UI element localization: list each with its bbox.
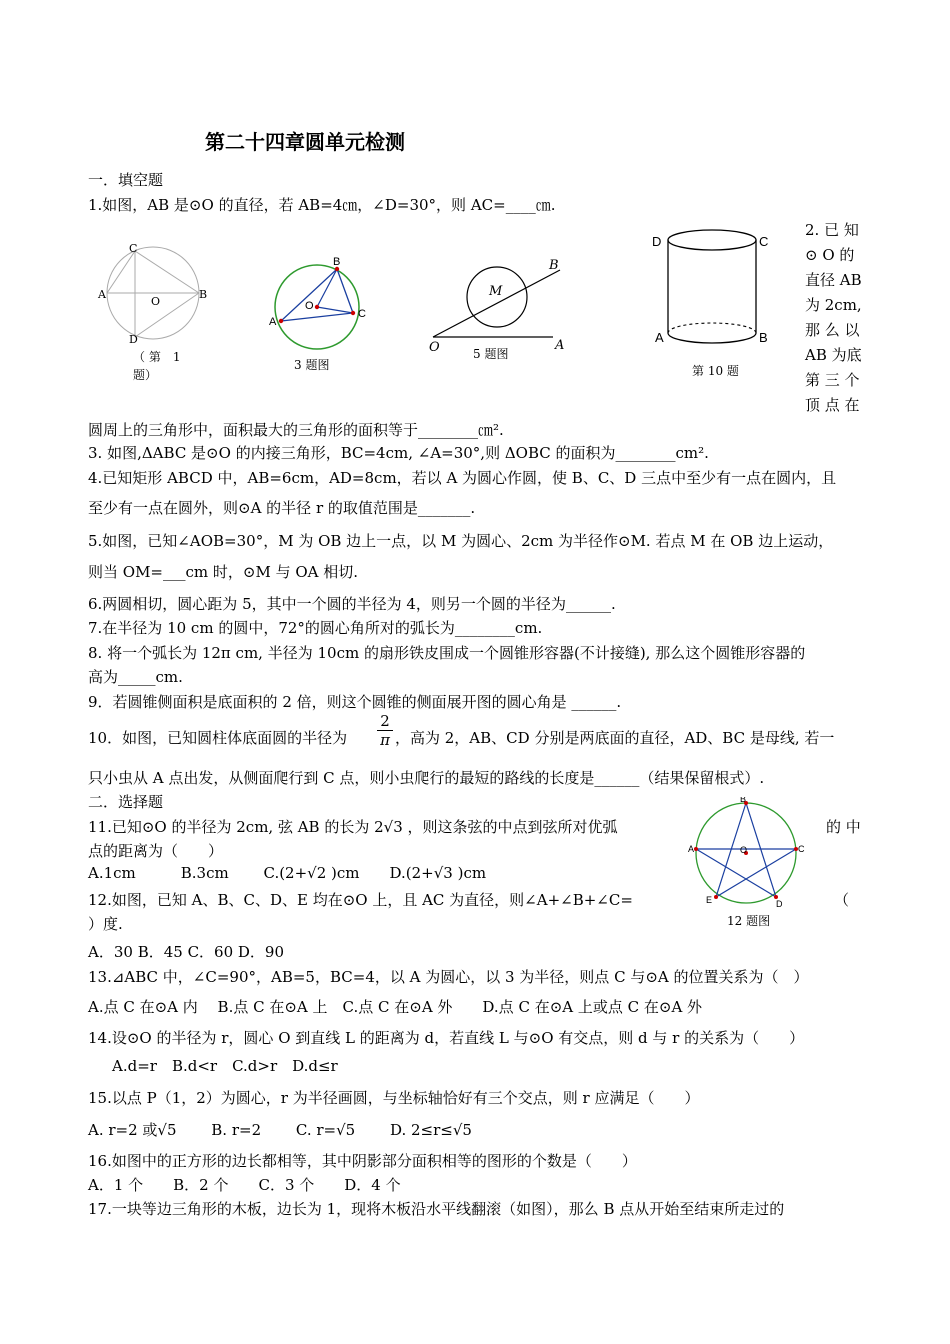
fig3-label-o: O [305,300,314,312]
fig3-label-c: C [358,308,366,320]
q2-col-6: AB 为底 [805,346,862,364]
q2-col-1: 2. 已 知 [805,221,859,239]
question-12-line1: 12.如图，已知 A、B、C、D、E 均在⊙O 上，且 AC 为直径，则∠A+∠B+∠C= [88,891,633,909]
figure-1 [95,243,210,343]
question-5-line1: 5.如图，已知∠AOB=30°，M 为 OB 边上一点，以 M 为圆心、2cm 为半径作⊙M. 若点 M 在 OB 边上运动， [88,532,834,550]
section-choice: 二．选择题 [88,793,164,811]
question-3: 3. 如图,ΔABC 是⊙O 的内接三角形，BC=4cm, ∠A=30°,则 ΔOBC 的面积为________cm². [88,444,709,462]
question-5-line2: 则当 OM=___cm 时，⊙M 与 OA 相切. [88,563,359,581]
fig12-label-a: A [688,844,695,854]
q2-col-4: 为 2cm, [805,296,862,314]
question-6: 6.两圆相切，圆心距为 5，其中一个圆的半径为 4，则另一个圆的半径为______. [88,595,616,613]
question-12-line2: ）度. [88,915,123,933]
q2-col-5: 那 么 以 [805,321,860,339]
fig1-label-o: O [151,295,161,308]
fig10-label-c: C [759,234,769,249]
fig12-label-d: D [776,899,783,909]
fig10-label-a: A [655,330,664,345]
question-16: 16.如图中的正方形的边长都相等，其中阴影部分面积相等的图形的个数是（ ） [88,1152,637,1170]
fig12-label-e: E [706,895,713,905]
fraction-numerator: 2 [380,712,390,730]
fig5-caption: 5 题图 [473,347,509,361]
fig12-label-b: B [740,797,747,804]
question-13: 13.⊿ABC 中，∠C=90°，AB=5，BC=4，以 A 为圆心，以 3 为半径，则点 C 与⊙A 的位置关系为（ ） [88,968,809,986]
question-11-options: A.1cm B.3cm C.(2+√2 )cm D.(2+√3 )cm [88,864,487,882]
question-8-line2: 高为_____cm. [88,668,183,686]
fraction-denominator: π [377,730,393,749]
question-2-cont: 圆周上的三角形中，面积最大的三角形的面积等于________㎝². [88,421,504,439]
question-11-line1-end: 的 中 [826,818,861,836]
figure-10 [650,225,775,350]
fig1-label-b: B [199,288,208,301]
fig1-caption-line2: 题） [133,368,158,382]
question-8-line1: 8. 将一个弧长为 12π cm, 半径为 10cm 的扇形铁皮围成一个圆锥形容器(不计接缝), 那么这个圆锥形容器的 [88,644,806,662]
q2-col-3: 直径 AB [805,271,862,289]
fig5-label-a: A [555,338,565,353]
fig10-caption: 第 10 题 [692,364,739,378]
question-10-line2: 只小虫从 A 点出发，从侧面爬行到 C 点，则小虫爬行的最短的路线的长度是______（结果保留根式）. [88,769,765,787]
question-11-line1: 11.已知⊙O 的半径为 2cm, 弦 AB 的长为 2√3 ，则这条弦的中点到弦所对优弧 [88,818,618,836]
question-9: 9．若圆锥侧面积是底面积的 2 倍，则这个圆锥的侧面展开图的圆心角是 ______. [88,693,622,711]
question-12-options: A．30 B．45 C．60 D．90 [88,943,285,961]
fraction-two-over-pi [377,712,393,749]
question-12-line1-end: （ [834,891,850,909]
fig12-caption: 12 题图 [727,914,771,928]
fig12-label-c: C [798,844,805,854]
fig3-label-b: B [333,256,341,268]
question-10-line1-post: ，高为 2，AB、CD 分别是两底面的直径，AD、BC 是母线, 若一 [395,729,835,747]
q2-col-7: 第 三 个 [805,371,860,389]
question-14-options: A.d=r B.d<r C.d>r D.d≤r [112,1057,338,1075]
q2-col-8: 顶 点 在 [805,396,860,414]
fig1-caption-line1: （ 第 1 [133,350,181,364]
question-15: 15.以点 P（1，2）为圆心，r 为半径画圆，与坐标轴恰好有三个交点，则 r 应满足（ ） [88,1089,700,1107]
fig10-label-d: D [652,234,662,249]
fig5-label-m: M [489,284,503,299]
question-4-line2: 至少有一点在圆外，则⊙A 的半径 r 的取值范围是_______. [88,499,476,517]
q2-col-2: ⊙ O 的 [805,246,855,264]
question-17: 17.一块等边三角形的木板，边长为 1，现将木板沿水平线翻滚（如图），那么 B 点从开始至结束所走过的 [88,1200,785,1218]
figure-3 [265,255,375,355]
fig5-label-o: O [429,340,440,355]
fig1-label-d: D [129,333,138,343]
fig12-label-o: O [740,845,748,855]
question-1: 1.如图，AB 是⊙O 的直径，若 AB=4㎝，∠D=30°，则 AC=____㎝. [88,196,556,214]
fig1-label-c: C [129,243,138,255]
question-15-options: A. r=2 或√5 B. r=2 C. r=√5 D. 2≤r≤√5 [88,1121,472,1139]
fig3-label-a: A [269,316,277,328]
fig1-label-a: A [98,288,106,301]
fig3-caption: 3 题图 [294,358,330,372]
fig10-label-b: B [759,330,768,345]
figure-12 [688,797,808,912]
question-11-line2: 点的距离为（ ） [88,842,224,860]
page-title: 第二十四章圆单元检测 [205,130,405,154]
question-7: 7.在半径为 10 cm 的圆中，72°的圆心角所对的弧长为________cm. [88,619,543,637]
fig5-label-b: B [549,258,559,273]
question-14: 14.设⊙O 的半径为 r，圆心 O 到直线 L 的距离为 d，若直线 L 与⊙O 有交点，则 d 与 r 的关系为（ ） [88,1029,805,1047]
question-16-options: A．1 个 B．2 个 C．3 个 D．4 个 [88,1176,401,1194]
question-13-options: A.点 C 在⊙A 内 B.点 C 在⊙A 上 C.点 C 在⊙A 外 D.点 C 在⊙A 上或点 C 在⊙A 外 [88,998,703,1016]
figure-5 [425,255,575,355]
question-4-line1: 4.已知矩形 ABCD 中，AB=6cm，AD=8cm，若以 A 为圆心作圆，使 B、C、D 三点中至少有一点在圆内，且 [88,469,837,487]
question-10-line1-pre: 10．如图，已知圆柱体底面圆的半径为 [88,729,348,747]
section-fill-in: 一．填空题 [88,171,164,189]
